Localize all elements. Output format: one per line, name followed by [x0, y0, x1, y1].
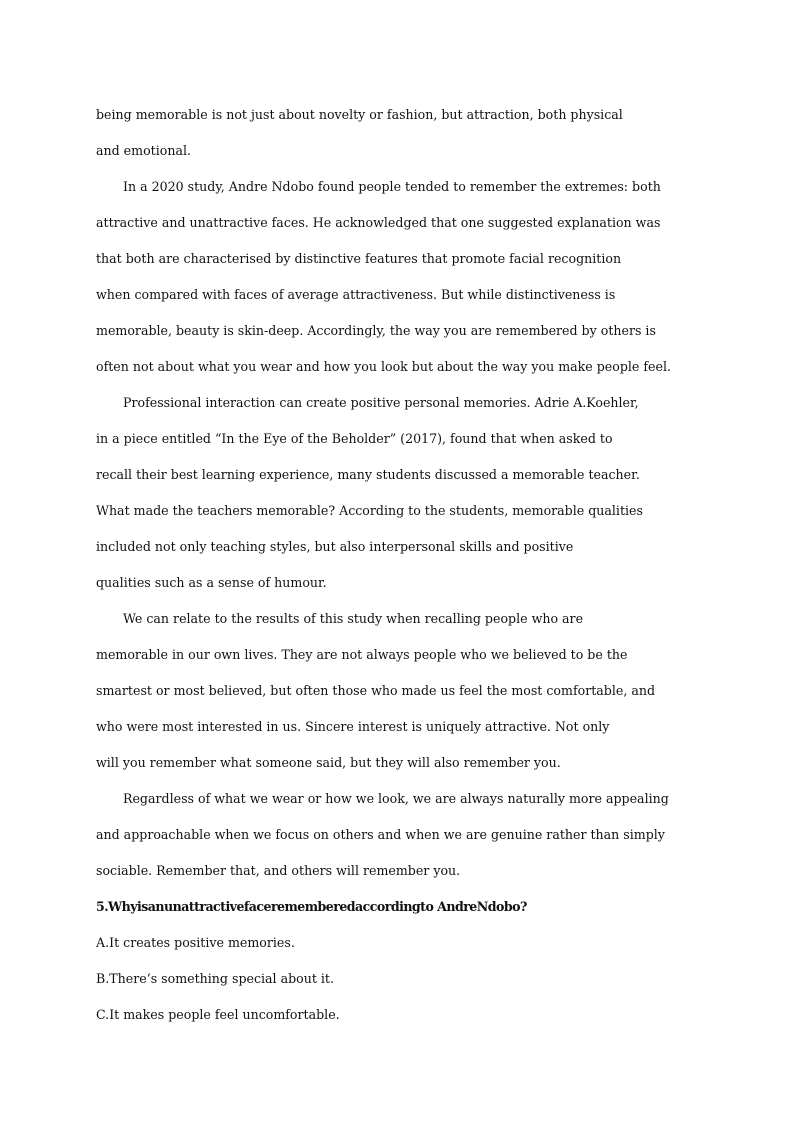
passage-line: who were most interested in us. Sincere interest is uniquely attractive. Not only	[96, 719, 610, 734]
passage-line: sociable. Remember that, and others will remember you.	[96, 863, 461, 878]
passage-line: that both are characterised by distinctive features that promote facial recognition	[96, 251, 622, 266]
document-body	[96, 103, 736, 1039]
passage-line: will you remember what someone said, but they will also remember you.	[96, 755, 561, 770]
paragraph-start-line: We can relate to the results of this study when recalling people who are	[123, 611, 584, 626]
paragraph-start-line: Professional interaction can create positive personal memories. Adrie A.Koehler,	[123, 395, 639, 410]
passage-line: smartest or most believed, but often those who made us feel the most comfortable, and	[96, 683, 656, 698]
passage-line: What made the teachers memorable? According to the students, memorable qualities	[96, 503, 643, 518]
reading-passage	[96, 103, 736, 895]
answer-option-b: B.There’s something special about it.	[96, 971, 334, 986]
passage-line: in a piece entitled “In the Eye of the Beholder” (2017), found that when asked to	[96, 431, 613, 446]
passage-line: and approachable when we focus on others and when we are genuine rather than simply	[96, 827, 665, 842]
passage-line: recall their best learning experience, many students discussed a memorable teacher.	[96, 467, 640, 482]
passage-line: qualities such as a sense of humour.	[96, 575, 327, 590]
paragraph-start-line: Regardless of what we wear or how we look, we are always naturally more appealing	[123, 791, 669, 806]
passage-line: and emotional.	[96, 143, 191, 158]
passage-line: being memorable is not just about novelty or fashion, but attraction, both physical	[96, 107, 623, 122]
passage-line: included not only teaching styles, but also interpersonal skills and positive	[96, 539, 574, 554]
answer-option-c: C.It makes people feel uncomfortable.	[96, 1007, 340, 1022]
answer-option-a: A.It creates positive memories.	[96, 935, 295, 950]
passage-line: when compared with faces of average attractiveness. But while distinctiveness is	[96, 287, 616, 302]
question-block	[96, 895, 736, 1039]
paragraph-start-line: In a 2020 study, Andre Ndobo found people tended to remember the extremes: both	[123, 179, 661, 194]
passage-line: often not about what you wear and how you look but about the way you make people feel.	[96, 359, 671, 374]
question-stem: 5.Whyisanunattractivefacerememberedaccordingto AndreNdobo?	[96, 899, 527, 914]
passage-line: memorable, beauty is skin-deep. Accordingly, the way you are remembered by others is	[96, 323, 656, 338]
passage-line: attractive and unattractive faces. He acknowledged that one suggested explanation was	[96, 215, 661, 230]
passage-line: memorable in our own lives. They are not always people who we believed to be the	[96, 647, 628, 662]
